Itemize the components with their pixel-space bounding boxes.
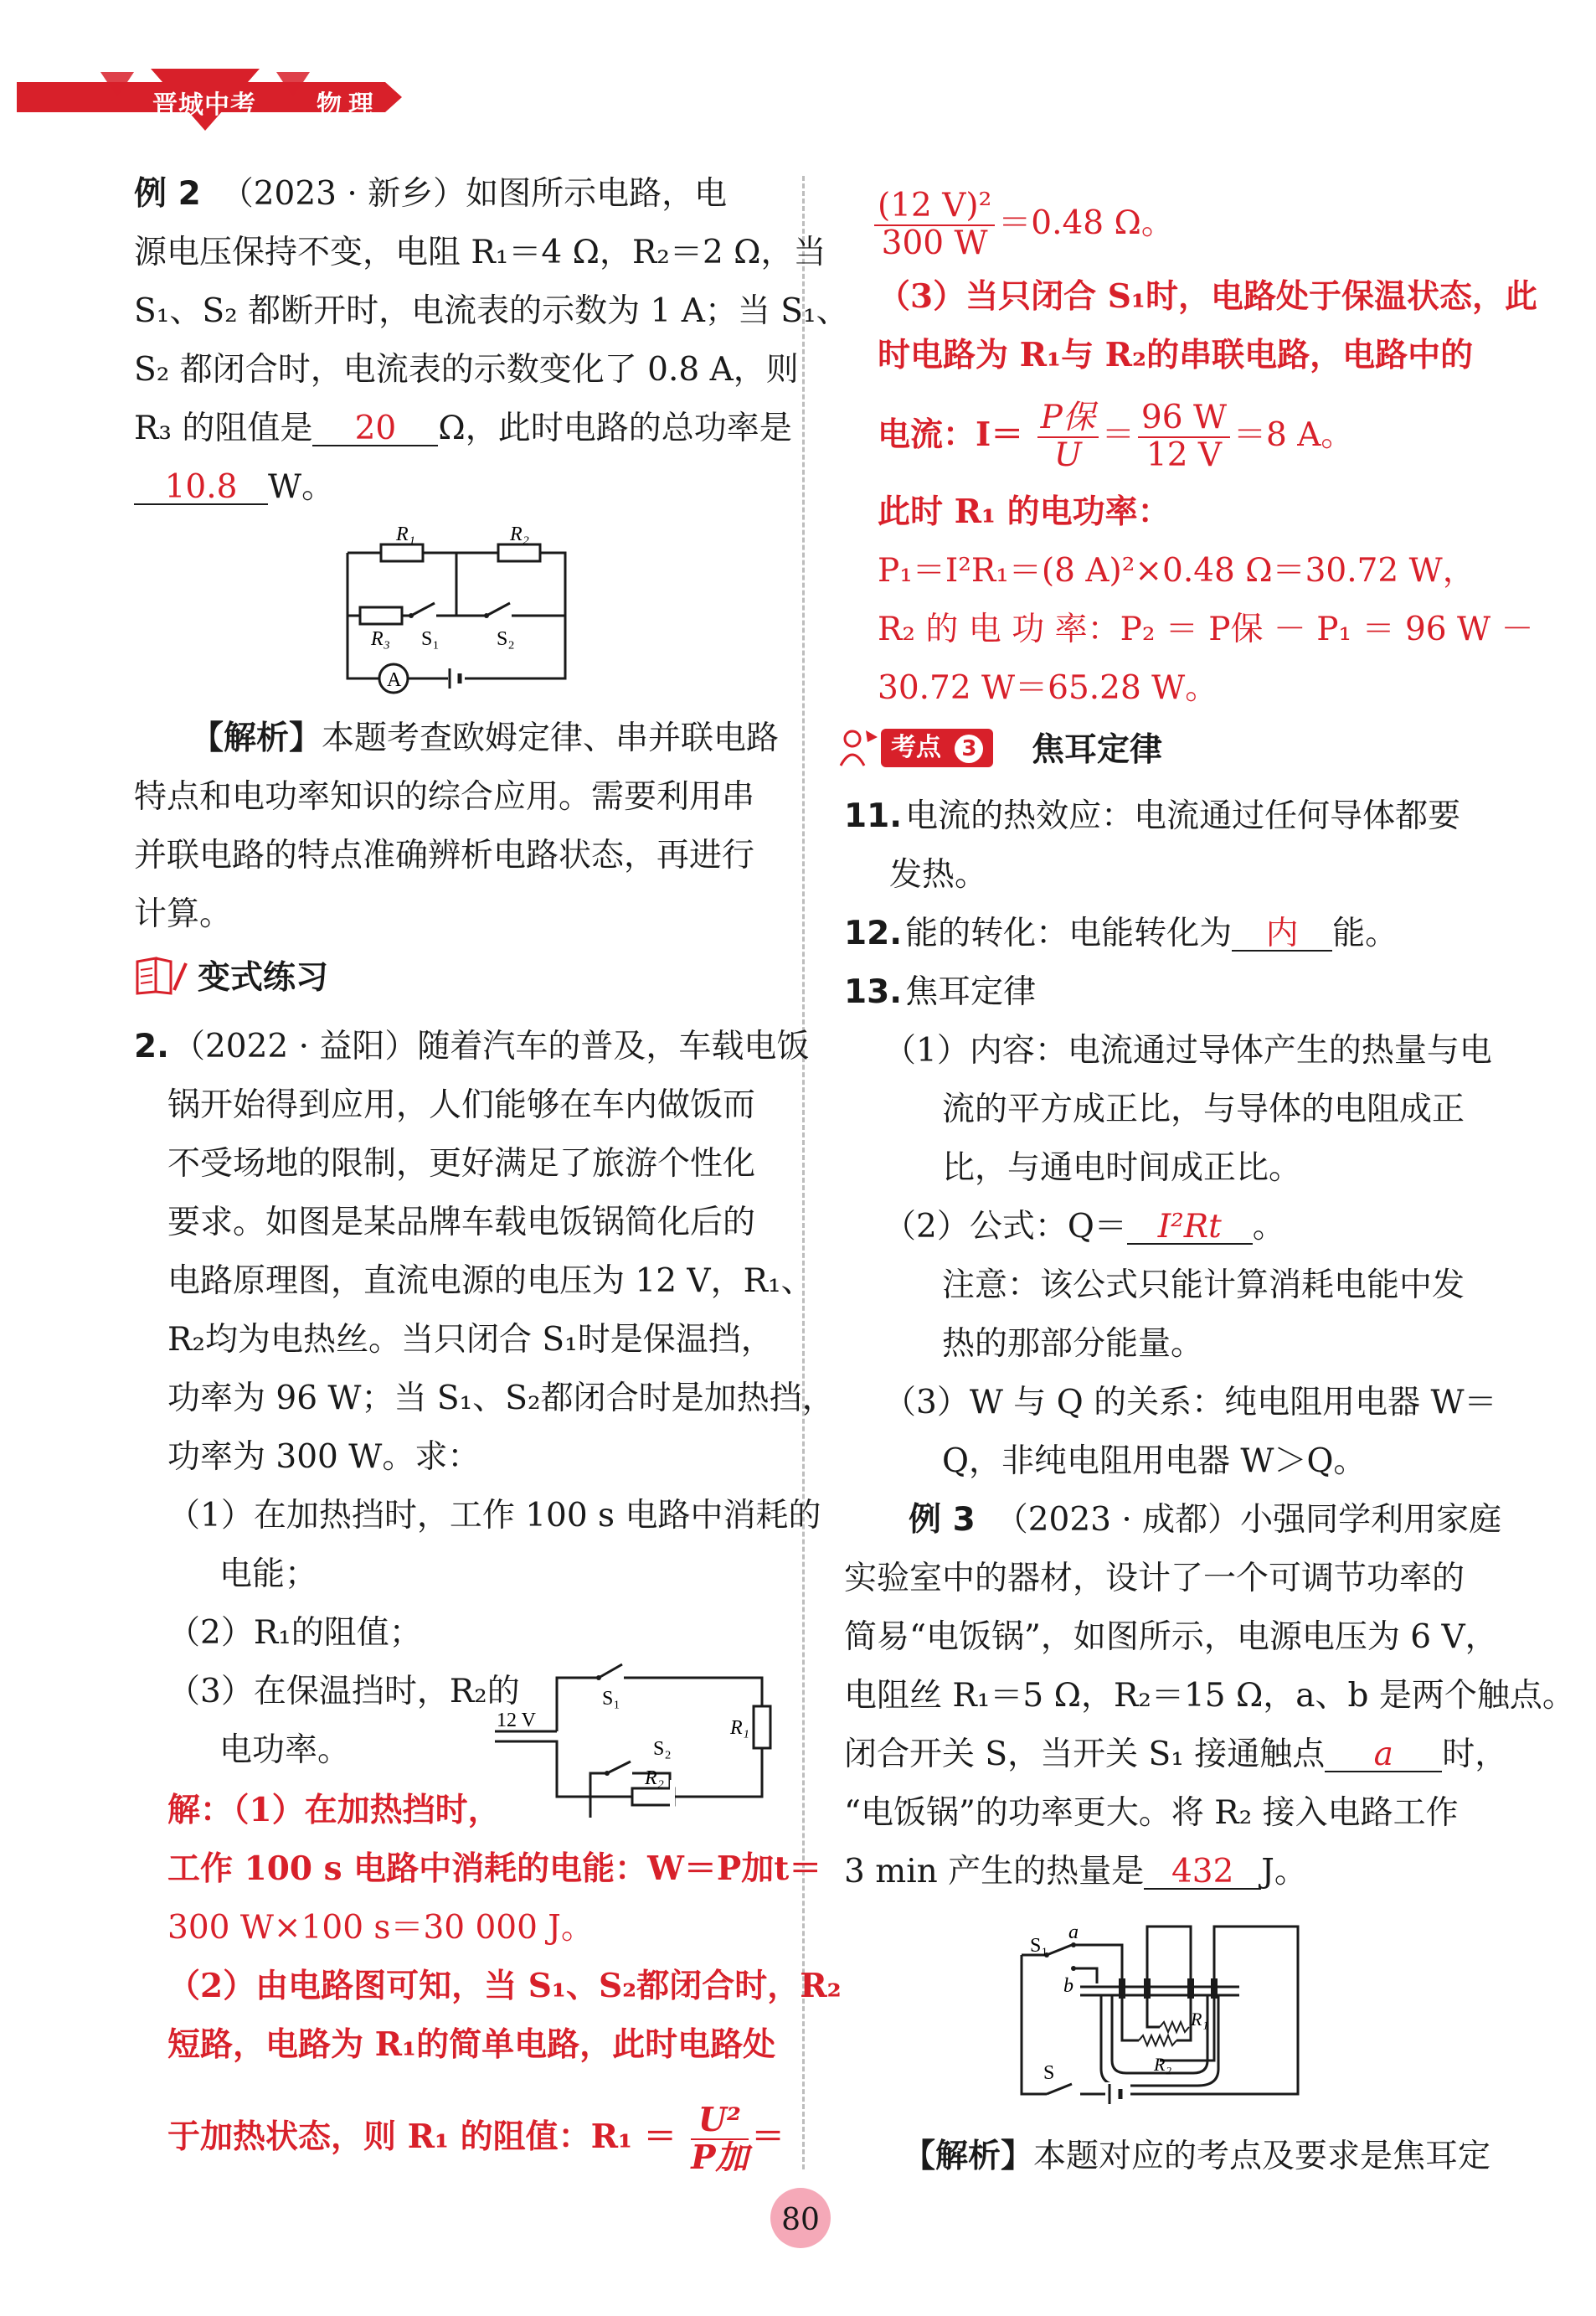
question-2-sub-2: （2）R₁的阻值； [167, 1614, 422, 1652]
question-2-line-7: 功率为 96 W；当 S₁、S₂都闭合时是加热挡， [167, 1380, 835, 1417]
question-2-line-1 [134, 1030, 809, 1063]
circuit1-s1-label: S₁ [421, 628, 440, 650]
text: 焦耳定律 [905, 973, 1037, 1011]
circuit3-a-label: a [1068, 1921, 1079, 1943]
text: ＝ [751, 2117, 785, 2156]
solution3-line-4: P₁＝I²R₁＝(8 A)²×0.48 Ω＝30.72 W， [878, 552, 1475, 590]
target-person-icon [837, 727, 881, 769]
text: 电流：I＝ [878, 415, 1024, 454]
fraction-numerator: (12 V)² [874, 188, 995, 226]
example-2-line-3: S₁、S₂ 都断开时，电流表的示数为 1 A；当 S₁、 [134, 292, 849, 330]
circuit1-s2-label: S₂ [497, 628, 515, 650]
question-2-line-3: 不受场地的限制，更好满足了旅游个性化 [167, 1145, 756, 1183]
circuit2-r1-label: R₁ [730, 1717, 750, 1739]
question-13-title [844, 973, 1037, 1011]
circuit-diagram-1 [331, 519, 582, 695]
page-number: 80 [781, 2203, 820, 2237]
text: R₃ 的阻值是 [134, 410, 313, 447]
solution-line-4: （2）由电路图可知，当 S₁、S₂都闭合时，R₂ [167, 1967, 842, 2005]
example-3-line-5 [844, 1738, 1507, 1772]
text: 电流的热效应：电流通过任何导体都要 [905, 797, 1461, 835]
solution3-line-5: R₂ 的 电 功 率：P₂ ＝ P保 － P₁ ＝ 96 W － [878, 611, 1534, 648]
fraction-denominator: U [1053, 436, 1082, 474]
resistance-fraction [691, 2102, 748, 2176]
text: 。 [1252, 1208, 1285, 1246]
circuit1-r2-label: R₂ [510, 524, 530, 545]
answer-blank-power: 10.8 [134, 471, 268, 505]
solution3-line-1: （3）当只闭合 S₁时，电路处于保温状态，此 [878, 277, 1537, 316]
text: 能。 [1332, 915, 1398, 952]
fraction-denominator: P加 [691, 2138, 749, 2177]
answer-blank-heat: 432 [1144, 1855, 1261, 1890]
circuit2-r2-label: R₂ [645, 1767, 665, 1789]
question-13-number: 13. [844, 973, 903, 1011]
circuit3-s1-label: S₁ [1030, 1935, 1048, 1957]
answer-blank-contact: a [1325, 1738, 1442, 1772]
text: （2023 · 成都）小强同学利用家庭 [995, 1501, 1502, 1539]
text: （2023 · 新乡）如图所示电路，电 [220, 175, 728, 213]
example-3-line-7 [844, 1855, 1307, 1890]
question-2-line-5: 电路原理图，直流电源的电压为 12 V，R₁、 [167, 1262, 814, 1300]
text: 本题考查欧姆定律、串并联电路 [322, 720, 780, 757]
example-2-line-6 [134, 468, 335, 506]
answer-blank-formula: I²Rt [1127, 1210, 1253, 1245]
text: ＝8 A。 [1233, 415, 1354, 454]
solution-line-1: 解：（1）在加热挡时， [167, 1791, 501, 1829]
text: Ω，此时电路的总功率是 [438, 410, 792, 447]
answer-blank-energy: 内 [1232, 917, 1332, 952]
fraction-denominator: 12 V [1146, 436, 1223, 474]
question-2-sub-1b: 电能； [219, 1555, 318, 1593]
text: 本题对应的考点及要求是焦耳定 [1033, 2138, 1491, 2175]
circuit2-s1-label: S₁ [602, 1688, 620, 1710]
text: 于加热状态，则 R₁ 的阻值：R₁ ＝ [167, 2117, 677, 2156]
example-2-line-1 [134, 175, 728, 213]
text: （2022 · 益阳）随着汽车的普及，车载电饭 [172, 1028, 810, 1065]
circuit3-r1-label: R₁ [1191, 2009, 1209, 2030]
solution3-line-3: 此时 R₁ 的电功率： [878, 493, 1171, 531]
question-2-sub-1: （1）在加热挡时，工作 100 s 电路中消耗的 [167, 1497, 821, 1535]
circuit1-r1-label: R₁ [396, 524, 416, 545]
circuit-diagram-2 [490, 1654, 783, 1818]
q13-note-1: 注意：该公式只能计算消耗电能中发 [942, 1266, 1465, 1304]
question-12 [844, 917, 1398, 952]
text: 能的转化：电能转化为 [905, 915, 1233, 952]
example-2-line-5 [134, 412, 792, 446]
example-3-line-3: 简易“电饭锅”，如图所示，电源电压为 6 V， [844, 1618, 1498, 1656]
circuit2-s2-label: S₂ [653, 1738, 672, 1760]
r1-fraction [874, 188, 995, 262]
question-11-line-2: 发热。 [889, 856, 988, 894]
circuit3-s-label: S [1043, 2062, 1055, 2084]
fraction-numerator: P保 [1037, 400, 1099, 438]
q13-formula [883, 1210, 1285, 1245]
kaodian-badge [881, 729, 993, 767]
ammeter-label: A [387, 669, 402, 691]
logo-text: 晋城中考 [152, 90, 256, 120]
fraction-denominator: 300 W [881, 224, 988, 262]
solution3-line-2: 时电路为 R₁与 R₂的串联电路，电路中的 [878, 336, 1474, 374]
q13-content-1: （1）内容：电流通过导体产生的热量与电 [883, 1032, 1492, 1070]
current-fraction-2 [1138, 400, 1230, 474]
fraction-numerator: 96 W [1138, 400, 1230, 438]
q13-content-3: 比，与通电时间成正比。 [942, 1149, 1302, 1187]
solution-line-3: 300 W×100 s＝30 000 J。 [167, 1909, 594, 1947]
question-11-number: 11. [844, 797, 903, 835]
analysis-tag: 【解析】 [191, 720, 322, 757]
circuit-diagram-3 [1013, 1893, 1315, 2111]
analysis-line-1 [191, 722, 779, 755]
question-2-sub-3: （3）在保温挡时，R₂的 [167, 1673, 520, 1710]
question-2-sub-3b: 电功率。 [219, 1731, 351, 1769]
text: （2）公式：Q＝ [883, 1208, 1127, 1246]
example-3-analysis [903, 2140, 1490, 2173]
circuit2-voltage-label: 12 V [497, 1710, 536, 1731]
q13-note-2: 热的那部分能量。 [942, 1325, 1204, 1363]
practice-section-title: 变式练习 [198, 959, 329, 997]
solution3-line-6: 30.72 W＝65.28 W。 [878, 669, 1218, 707]
solution-line-2: 工作 100 s 电路中消耗的电能：W＝P加t＝ [167, 1849, 822, 1888]
text: 闭合开关 S，当开关 S₁ 接通触点 [844, 1736, 1326, 1773]
question-2-line-2: 锅开始得到应用，人们能够在车内做饭而 [167, 1086, 756, 1124]
circuit1-r3-label: R₃ [371, 628, 391, 650]
question-2-line-6: R₂均为电热丝。当只闭合 S₁时是保温挡， [167, 1321, 774, 1359]
kaodian-number: 3 [955, 735, 983, 763]
text: 时， [1442, 1736, 1508, 1773]
question-11-line-1 [844, 797, 1461, 835]
text: W。 [268, 468, 335, 506]
r1-calc-result [871, 188, 1174, 262]
text: 3 min 产生的热量是 [844, 1853, 1145, 1890]
circuit3-b-label: b [1063, 1975, 1073, 1997]
subject-label: 物理 [317, 90, 380, 120]
text: J。 [1261, 1853, 1307, 1890]
example-3-line-2: 实验室中的器材，设计了一个可调节功率的 [844, 1560, 1465, 1597]
question-12-number: 12. [844, 915, 903, 952]
current-calc: 电流：I＝ $\frac{\text{P保}}{U}$ ＝ $\frac{96 W}{12 V}$ ＝8 A。 [878, 399, 1354, 474]
example-3-label: 例 3 [909, 1501, 976, 1539]
fraction-numerator: U² [691, 2102, 748, 2140]
example-2-label: 例 2 [134, 175, 201, 213]
current-fraction-1 [1037, 400, 1099, 474]
analysis-line-3: 并联电路的特点准确辨析电路状态，再进行 [134, 837, 755, 874]
kaodian-tag: 考点 [891, 733, 941, 762]
example-3-line-6: “电饭锅”的功率更大。将 R₂ 接入电路工作 [844, 1794, 1459, 1832]
analysis-line-4: 计算。 [134, 895, 233, 933]
analysis-tag: 【解析】 [903, 2138, 1034, 2175]
solution-line-6 [167, 2102, 785, 2176]
example-2-line-2: 源电压保持不变，电阻 R₁＝4 Ω，R₂＝2 Ω，当 [134, 234, 826, 271]
q13-content-2: 流的平方成正比，与导体的电阻成正 [942, 1091, 1465, 1128]
question-2-line-4: 要求。如图是某品牌车载电饭锅简化后的 [167, 1204, 756, 1241]
book-pen-icon [134, 955, 189, 997]
question-2-number: 2. [134, 1028, 169, 1065]
analysis-line-2: 特点和电功率知识的综合应用。需要利用串 [134, 778, 755, 816]
answer-blank-r3: 20 [312, 412, 438, 446]
text: ＝0.48 Ω。 [998, 204, 1174, 242]
kaodian-title: 焦耳定律 [1032, 731, 1163, 769]
q13-relation-1: （3）W 与 Q 的关系：纯电阻用电器 W＝ [883, 1384, 1497, 1421]
circuit3-r2-label: R₂ [1154, 2054, 1172, 2075]
question-2-line-8: 功率为 300 W。求： [167, 1438, 481, 1476]
q13-relation-2: Q，非纯电阻用电器 W＞Q。 [942, 1442, 1367, 1480]
example-2-line-4: S₂ 都闭合时，电流表的示数变化了 0.8 A，则 [134, 351, 799, 389]
example-3-line-1 [909, 1501, 1502, 1539]
example-3-line-4: 电阻丝 R₁＝5 Ω，R₂＝15 Ω，a、b 是两个触点。 [844, 1677, 1575, 1715]
solution-line-5: 短路，电路为 R₁的简单电路，此时电路处 [167, 2025, 776, 2064]
